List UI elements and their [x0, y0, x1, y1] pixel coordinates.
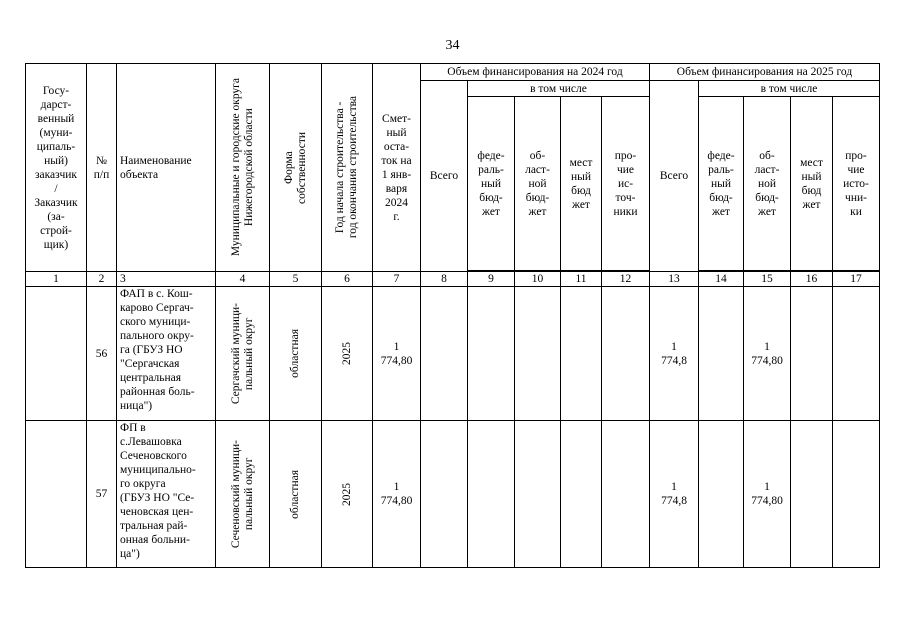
cell-federal-2025	[699, 287, 744, 421]
cell-regional-2025: 1 774,80	[744, 421, 791, 568]
col-number: 10	[515, 272, 561, 287]
cell-estimate: 1 774,80	[373, 421, 421, 568]
header-municipal: Муниципальные и городские округа Нижегородской области	[229, 78, 255, 257]
cell-municipal-wrap	[216, 287, 270, 421]
header-municipal-cell	[216, 64, 270, 272]
col-number: 6	[322, 272, 373, 287]
cell-years: 2025	[340, 342, 353, 365]
header-ownership-cell	[270, 64, 322, 272]
table-row	[26, 421, 880, 568]
col-number: 4	[216, 272, 270, 287]
cell-total-2025: 1 774,8	[650, 421, 699, 568]
header-regional-2025: об- ласт- ной бюд- жет	[744, 97, 791, 271]
header-federal-2024: феде- раль- ный бюд- жет	[468, 97, 515, 271]
header-federal-2025: феде- раль- ный бюд- жет	[699, 97, 744, 271]
col-number: 17	[833, 272, 880, 287]
cell-total-2025: 1 774,8	[650, 287, 699, 421]
cell-other-2024	[602, 287, 650, 421]
cell-municipal-wrap	[216, 421, 270, 568]
cell-number: 57	[87, 421, 117, 568]
cell-number: 56	[87, 287, 117, 421]
cell-object-name: ФАП в с. Кош- карово Сергач- ского муници- пального окру- га (ГБУЗ НО "Сергачская центральная районная боль- ница")	[117, 287, 216, 421]
cell-total-2024	[421, 287, 468, 421]
header-financing-2024: Объем финансирования на 2024 год	[421, 64, 650, 81]
cell-local-2025	[791, 287, 833, 421]
header-including-2024: в том числе	[468, 81, 650, 97]
header-financing-2025: Объем финансирования на 2025 год	[650, 64, 880, 81]
header-estimate: Смет- ный оста- ток на 1 янв- варя 2024 г.	[373, 64, 421, 272]
cell-municipal: Сергачский муници- пальный округ	[229, 302, 255, 405]
cell-other-2024	[602, 421, 650, 568]
cell-ownership-wrap	[270, 421, 322, 568]
header-other-2025: про- чие исто- чни- ки	[833, 97, 880, 271]
financing-table	[25, 63, 880, 568]
cell-years: 2025	[340, 482, 353, 506]
col-number: 3	[117, 272, 216, 287]
cell-customer	[26, 287, 87, 421]
header-regional-2024: об- ласт- ной бюд- жет	[515, 97, 561, 271]
cell-local-2024	[561, 421, 602, 568]
cell-object-name: ФП в с.Левашовка Сеченовского муниципально- го округа (ГБУЗ НО "Се- ченовская цен- тральная рай- онная больни- ца")	[117, 421, 216, 568]
header-total-2024: Всего	[421, 81, 468, 272]
cell-total-2024	[421, 421, 468, 568]
cell-years-wrap	[322, 421, 373, 568]
cell-years-wrap	[322, 287, 373, 421]
col-number: 2	[87, 272, 117, 287]
header-other-2024: про- чие ис- точ- ники	[602, 97, 650, 271]
cell-federal-2024	[468, 287, 515, 421]
col-number: 5	[270, 272, 322, 287]
header-object-name: Наименование объекта	[117, 64, 216, 272]
cell-federal-2024	[468, 421, 515, 568]
header-years-cell	[322, 64, 373, 272]
col-number: 15	[744, 272, 791, 287]
page-number: 34	[445, 38, 460, 53]
cell-federal-2025	[699, 421, 744, 568]
cell-municipal: Сеченовский муници- пальный округ	[229, 439, 255, 549]
col-number: 1	[26, 272, 87, 287]
header-local-2025: мест ный бюд жет	[791, 97, 833, 271]
col-number: 11	[561, 272, 602, 287]
col-number: 7	[373, 272, 421, 287]
table-row	[26, 287, 880, 421]
col-number: 14	[699, 272, 744, 287]
col-number: 9	[468, 272, 515, 287]
cell-customer	[26, 421, 87, 568]
cell-ownership-wrap	[270, 287, 322, 421]
cell-other-2025	[833, 287, 880, 421]
cell-regional-2024	[515, 287, 561, 421]
column-number-row	[26, 272, 880, 287]
cell-local-2025	[791, 421, 833, 568]
header-row-1	[26, 64, 880, 81]
col-number: 16	[791, 272, 833, 287]
header-customer: Госу- дарст- венный (муни- ципаль- ный) заказчик / Заказчик (за- строй- щик)	[26, 64, 87, 272]
cell-regional-2025: 1 774,80	[744, 287, 791, 421]
cell-ownership: областная	[289, 329, 301, 378]
header-total-2025: Всего	[650, 81, 699, 272]
cell-estimate: 1 774,80	[373, 287, 421, 421]
cell-other-2025	[833, 421, 880, 568]
col-number: 13	[650, 272, 699, 287]
cell-local-2024	[561, 287, 602, 421]
header-years: Год начала строительства - год окончания строительства	[334, 96, 359, 239]
col-number: 8	[421, 272, 468, 287]
header-ownership: Форма собственности	[282, 131, 308, 204]
header-including-2025: в том числе	[699, 81, 880, 97]
cell-ownership: областная	[289, 469, 301, 519]
header-local-2024: мест ный бюд жет	[561, 97, 602, 271]
col-number: 12	[602, 272, 650, 287]
cell-regional-2024	[515, 421, 561, 568]
header-row-number: № п/п	[87, 64, 117, 272]
